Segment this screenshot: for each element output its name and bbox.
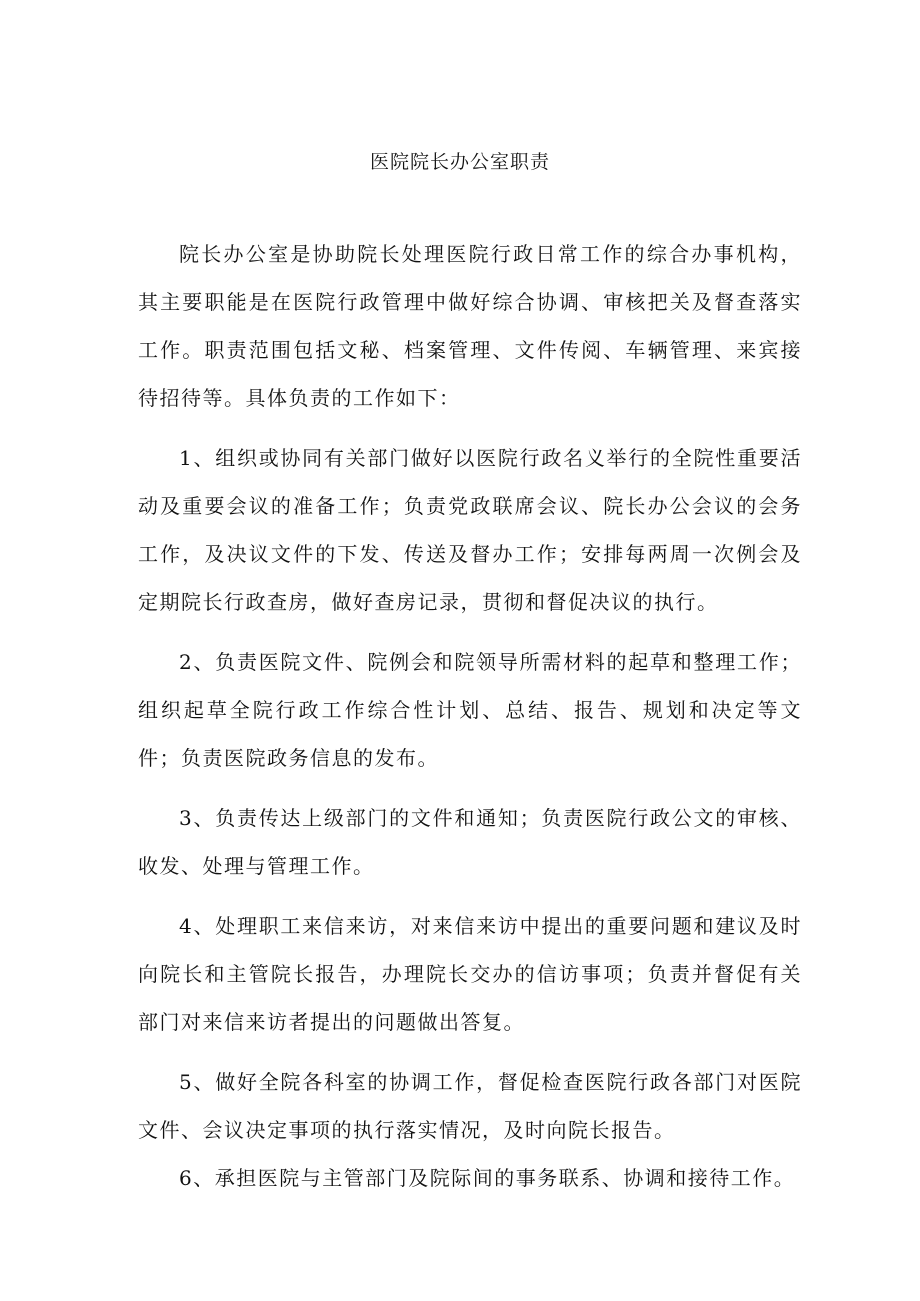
document-body: [138, 230, 802, 1202]
document-title: 医院院长办公室职责: [369, 151, 550, 173]
duty-item-5: 5、做好全院各科室的协调工作，督促检查医院行政各部门对医院文件、会议决定事项的执行落实情况，及时向院长报告。: [138, 1070, 802, 1142]
duty-item-6: 6、承担医院与主管部门及院际间的事务联系、协调和接待工作。: [179, 1166, 796, 1190]
duty-item-1: 1、组织或协同有关部门做好以医院行政名义举行的全院性重要活动及重要会议的准备工作；负责党政联席会议、院长办公会议的会务工作，及决议文件的下发、传送及督办工作；安排每两周一次例会及定期院长行政查房，做好查房记录，贯彻和督促决议的执行。: [138, 446, 802, 614]
duty-item-2: 2、负责医院文件、院例会和院领导所需材料的起草和整理工作；组织起草全院行政工作综合性计划、总结、报告、规划和决定等文件；负责医院政务信息的发布。: [138, 650, 802, 770]
duty-item-3: 3、负责传达上级部门的文件和通知；负责医院行政公文的审核、收发、处理与管理工作。: [138, 806, 802, 878]
intro-paragraph: 院长办公室是协助院长处理医院行政日常工作的综合办事机构，其主要职能是在医院行政管理中做好综合协调、审核把关及督查落实工作。职责范围包括文秘、档案管理、文件传阅、车辆管理、来宾接待招待等。具体负责的工作如下：: [138, 242, 802, 410]
duty-item-4: 4、处理职工来信来访，对来信来访中提出的重要问题和建议及时向院长和主管院长报告，办理院长交办的信访事项；负责并督促有关部门对来信来访者提出的问题做出答复。: [138, 914, 802, 1034]
